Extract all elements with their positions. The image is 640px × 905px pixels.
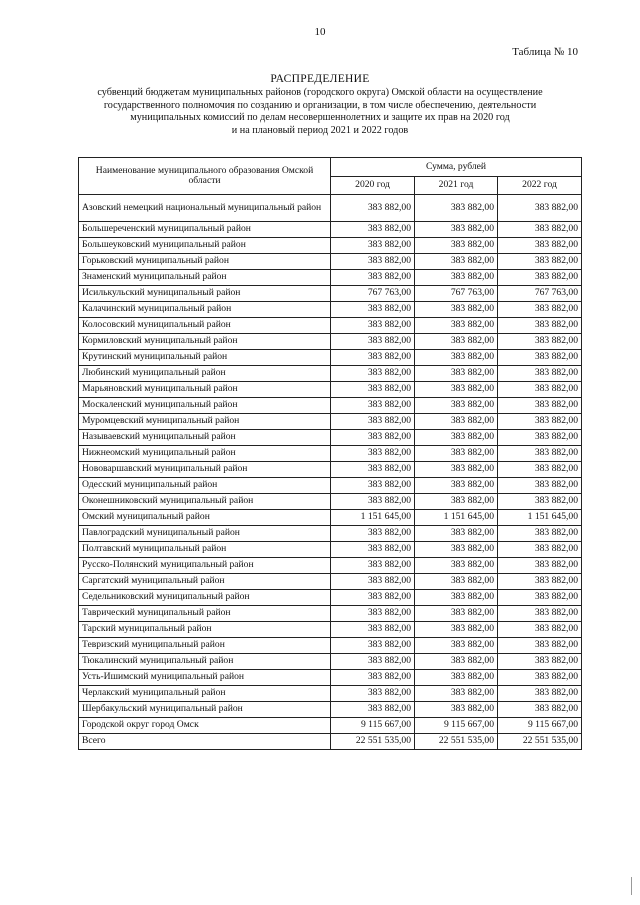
table-row — [79, 526, 582, 542]
table-row — [79, 318, 582, 334]
amount-2020: 383 882,00 — [331, 414, 415, 430]
amount-2021: 383 882,00 — [415, 222, 498, 238]
document-heading — [0, 73, 640, 137]
amount-2020: 383 882,00 — [331, 238, 415, 254]
amount-2021: 22 551 535,00 — [415, 734, 498, 750]
table-row — [79, 654, 582, 670]
amount-2022: 383 882,00 — [498, 430, 582, 446]
header-year-2021: 2021 год — [415, 176, 498, 195]
amount-2020: 383 882,00 — [331, 222, 415, 238]
amount-2021: 1 151 645,00 — [415, 510, 498, 526]
page-number: 10 — [314, 26, 326, 38]
amount-2022: 383 882,00 — [498, 542, 582, 558]
amount-2022: 383 882,00 — [498, 574, 582, 590]
amount-2022: 383 882,00 — [498, 195, 582, 222]
amount-2021: 383 882,00 — [415, 398, 498, 414]
amount-2021: 383 882,00 — [415, 195, 498, 222]
amount-2020: 383 882,00 — [331, 270, 415, 286]
amount-2022: 383 882,00 — [498, 302, 582, 318]
header-municipality: Наименование муниципального образования Омской области — [79, 158, 331, 195]
table-row — [79, 238, 582, 254]
amount-2022: 383 882,00 — [498, 478, 582, 494]
table-row — [79, 558, 582, 574]
municipality-name: Азовский немецкий национальный муниципальный район — [79, 195, 331, 222]
municipality-name: Оконешниковский муниципальный район — [79, 494, 331, 510]
subtitle-line: государственного полномочия по созданию и организации, в том числе обеспечению, деятельности — [103, 99, 537, 111]
amount-2022: 383 882,00 — [498, 366, 582, 382]
amount-2020: 383 882,00 — [331, 686, 415, 702]
table-row — [79, 542, 582, 558]
amount-2022: 383 882,00 — [498, 606, 582, 622]
amount-2022: 383 882,00 — [498, 494, 582, 510]
amount-2021: 383 882,00 — [415, 638, 498, 654]
municipality-name: Черлакский муниципальный район — [79, 686, 331, 702]
amount-2022: 383 882,00 — [498, 238, 582, 254]
header-year-2022: 2022 год — [498, 176, 582, 195]
amount-2022: 383 882,00 — [498, 558, 582, 574]
amount-2020: 383 882,00 — [331, 254, 415, 270]
amount-2022: 383 882,00 — [498, 334, 582, 350]
document-subtitle — [0, 87, 640, 137]
amount-2021: 383 882,00 — [415, 318, 498, 334]
municipality-name: Любинский муниципальный район — [79, 366, 331, 382]
table-label: Таблица № 10 — [512, 46, 578, 58]
amount-2021: 383 882,00 — [415, 430, 498, 446]
amount-2020: 383 882,00 — [331, 350, 415, 366]
amount-2022: 383 882,00 — [498, 638, 582, 654]
municipality-name: Павлоградский муниципальный район — [79, 526, 331, 542]
amount-2021: 383 882,00 — [415, 334, 498, 350]
amount-2022: 383 882,00 — [498, 686, 582, 702]
municipality-name: Русско-Полянский муниципальный район — [79, 558, 331, 574]
municipality-name: Усть-Ишимский муниципальный район — [79, 670, 331, 686]
amount-2020: 383 882,00 — [331, 462, 415, 478]
table-body — [79, 195, 582, 750]
amount-2020: 383 882,00 — [331, 334, 415, 350]
amount-2020: 383 882,00 — [331, 478, 415, 494]
amount-2022: 383 882,00 — [498, 414, 582, 430]
amount-2021: 383 882,00 — [415, 414, 498, 430]
municipality-name: Кормиловский муниципальный район — [79, 334, 331, 350]
amount-2021: 767 763,00 — [415, 286, 498, 302]
municipality-name: Марьяновский муниципальный район — [79, 382, 331, 398]
table-row — [79, 494, 582, 510]
amount-2022: 383 882,00 — [498, 446, 582, 462]
amount-2021: 383 882,00 — [415, 606, 498, 622]
amount-2020: 383 882,00 — [331, 366, 415, 382]
table-row — [79, 686, 582, 702]
amount-2020: 383 882,00 — [331, 382, 415, 398]
municipality-name: Тарский муниципальный район — [79, 622, 331, 638]
amount-2022: 383 882,00 — [498, 318, 582, 334]
edge-mark — [631, 877, 632, 895]
municipality-name: Одесский муниципальный район — [79, 478, 331, 494]
table-row — [79, 270, 582, 286]
municipality-name: Колосовский муниципальный район — [79, 318, 331, 334]
amount-2022: 383 882,00 — [498, 382, 582, 398]
municipality-name: Шербакульский муниципальный район — [79, 702, 331, 718]
municipality-name: Таврический муниципальный район — [79, 606, 331, 622]
municipality-name: Тевризский муниципальный район — [79, 638, 331, 654]
amount-2022: 383 882,00 — [498, 254, 582, 270]
amount-2020: 383 882,00 — [331, 574, 415, 590]
amount-2022: 383 882,00 — [498, 350, 582, 366]
table-row — [79, 222, 582, 238]
document-title: РАСПРЕДЕЛЕНИЕ — [270, 73, 370, 85]
table-row — [79, 195, 582, 222]
amount-2021: 383 882,00 — [415, 446, 498, 462]
table-row — [79, 446, 582, 462]
amount-2022: 383 882,00 — [498, 222, 582, 238]
table-row — [79, 606, 582, 622]
municipality-name: Москаленский муниципальный район — [79, 398, 331, 414]
amount-2022: 383 882,00 — [498, 398, 582, 414]
amount-2022: 383 882,00 — [498, 270, 582, 286]
amount-2020: 383 882,00 — [331, 606, 415, 622]
amount-2021: 383 882,00 — [415, 686, 498, 702]
amount-2022: 383 882,00 — [498, 702, 582, 718]
table-row — [79, 286, 582, 302]
municipality-name: Городской округ город Омск — [79, 718, 331, 734]
municipality-name: Тюкалинский муниципальный район — [79, 654, 331, 670]
amount-2020: 383 882,00 — [331, 622, 415, 638]
table-row — [79, 350, 582, 366]
municipality-name: Саргатский муниципальный район — [79, 574, 331, 590]
amount-2021: 383 882,00 — [415, 350, 498, 366]
table-row — [79, 254, 582, 270]
amount-2021: 383 882,00 — [415, 558, 498, 574]
subtitle-line: и на плановый период 2021 и 2022 годов — [231, 124, 409, 136]
subtitle-line: субвенций бюджетам муниципальных районов (городского округа) Омской области на осуществление — [97, 87, 543, 98]
amount-2021: 383 882,00 — [415, 654, 498, 670]
table-row — [79, 478, 582, 494]
table-row — [79, 670, 582, 686]
municipality-name: Большереченский муниципальный район — [79, 222, 331, 238]
amount-2021: 383 882,00 — [415, 302, 498, 318]
distribution-table — [78, 157, 582, 750]
amount-2022: 383 882,00 — [498, 670, 582, 686]
amount-2020: 383 882,00 — [331, 494, 415, 510]
amount-2021: 383 882,00 — [415, 670, 498, 686]
amount-2020: 767 763,00 — [331, 286, 415, 302]
amount-2022: 383 882,00 — [498, 654, 582, 670]
table-row — [79, 382, 582, 398]
amount-2020: 383 882,00 — [331, 702, 415, 718]
amount-2021: 383 882,00 — [415, 590, 498, 606]
municipality-name: Исилькульский муниципальный район — [79, 286, 331, 302]
amount-2021: 383 882,00 — [415, 254, 498, 270]
amount-2022: 383 882,00 — [498, 622, 582, 638]
amount-2022: 383 882,00 — [498, 526, 582, 542]
total-row — [79, 734, 582, 750]
municipality-name: Называевский муниципальный район — [79, 430, 331, 446]
table-row — [79, 590, 582, 606]
amount-2020: 383 882,00 — [331, 302, 415, 318]
table-row — [79, 302, 582, 318]
amount-2020: 22 551 535,00 — [331, 734, 415, 750]
amount-2021: 383 882,00 — [415, 622, 498, 638]
amount-2022: 9 115 667,00 — [498, 718, 582, 734]
municipality-name: Горьковский муниципальный район — [79, 254, 331, 270]
table-row — [79, 366, 582, 382]
amount-2020: 1 151 645,00 — [331, 510, 415, 526]
table-row — [79, 430, 582, 446]
municipality-name: Полтавский муниципальный район — [79, 542, 331, 558]
table-row — [79, 574, 582, 590]
amount-2021: 383 882,00 — [415, 702, 498, 718]
amount-2020: 383 882,00 — [331, 590, 415, 606]
amount-2022: 767 763,00 — [498, 286, 582, 302]
municipality-name: Нижнеомский муниципальный район — [79, 446, 331, 462]
amount-2022: 383 882,00 — [498, 590, 582, 606]
table-row — [79, 510, 582, 526]
subtitle-line: муниципальных комиссий по делам несовершеннолетних и защите их прав на 2020 год — [130, 112, 510, 124]
amount-2021: 383 882,00 — [415, 462, 498, 478]
municipality-name: Большеуковский муниципальный район — [79, 238, 331, 254]
municipality-name: Муромцевский муниципальный район — [79, 414, 331, 430]
amount-2020: 383 882,00 — [331, 318, 415, 334]
amount-2020: 383 882,00 — [331, 542, 415, 558]
table-row — [79, 718, 582, 734]
amount-2020: 9 115 667,00 — [331, 718, 415, 734]
amount-2021: 383 882,00 — [415, 238, 498, 254]
amount-2020: 383 882,00 — [331, 526, 415, 542]
table-row — [79, 702, 582, 718]
amount-2020: 383 882,00 — [331, 398, 415, 414]
amount-2020: 383 882,00 — [331, 430, 415, 446]
amount-2020: 383 882,00 — [331, 558, 415, 574]
amount-2020: 383 882,00 — [331, 654, 415, 670]
amount-2021: 383 882,00 — [415, 382, 498, 398]
amount-2021: 383 882,00 — [415, 478, 498, 494]
header-year-2020: 2020 год — [331, 176, 415, 195]
table-row — [79, 334, 582, 350]
municipality-name: Знаменский муниципальный район — [79, 270, 331, 286]
amount-2021: 9 115 667,00 — [415, 718, 498, 734]
amount-2022: 22 551 535,00 — [498, 734, 582, 750]
municipality-name: Омский муниципальный район — [79, 510, 331, 526]
municipality-name: Калачинский муниципальный район — [79, 302, 331, 318]
amount-2020: 383 882,00 — [331, 195, 415, 222]
amount-2021: 383 882,00 — [415, 494, 498, 510]
amount-2021: 383 882,00 — [415, 270, 498, 286]
header-sum: Сумма, рублей — [331, 158, 582, 177]
municipality-name: Крутинский муниципальный район — [79, 350, 331, 366]
amount-2020: 383 882,00 — [331, 670, 415, 686]
table-row — [79, 398, 582, 414]
amount-2022: 1 151 645,00 — [498, 510, 582, 526]
municipality-name: Седельниковский муниципальный район — [79, 590, 331, 606]
amount-2021: 383 882,00 — [415, 542, 498, 558]
table-row — [79, 414, 582, 430]
municipality-name: Нововаршавский муниципальный район — [79, 462, 331, 478]
table-row — [79, 462, 582, 478]
table-row — [79, 622, 582, 638]
amount-2020: 383 882,00 — [331, 446, 415, 462]
amount-2021: 383 882,00 — [415, 526, 498, 542]
amount-2021: 383 882,00 — [415, 574, 498, 590]
amount-2020: 383 882,00 — [331, 638, 415, 654]
amount-2022: 383 882,00 — [498, 462, 582, 478]
table-row — [79, 638, 582, 654]
municipality-name: Всего — [79, 734, 331, 750]
amount-2021: 383 882,00 — [415, 366, 498, 382]
